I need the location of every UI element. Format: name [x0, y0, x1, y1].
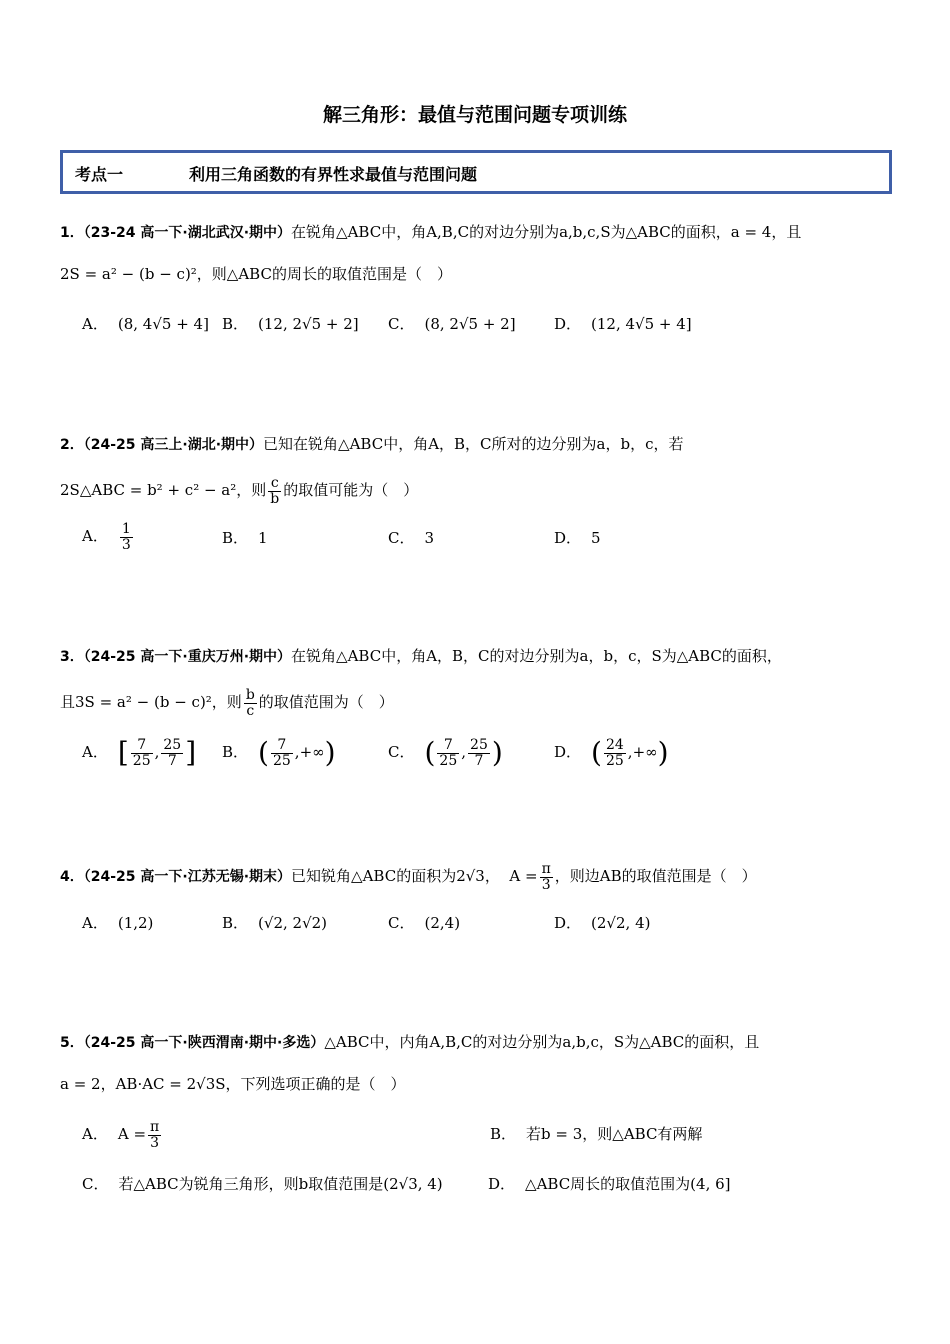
option-label: B． — [222, 743, 249, 762]
option-label: D． — [554, 529, 582, 547]
q5-text: △ABC中，内角A,B,C的对边分别为a,b,c，S为△ABC的面积，且 — [324, 1033, 760, 1051]
q3-option-c[interactable]: C． ( $\frac{7}{25}$ , $\frac{25}{7}$ ) — [388, 736, 503, 770]
q3-text-2b: 的取值范围为（ ） — [258, 693, 394, 712]
option-label: D． — [488, 1175, 516, 1193]
option-label: C． — [388, 914, 415, 932]
option-label: D． — [554, 315, 582, 333]
option-label: A． — [82, 315, 108, 333]
option-text: 5 — [591, 529, 601, 547]
option-text: 1 — [258, 529, 268, 547]
option-label: B． — [490, 1125, 517, 1143]
option-text: 若△ABC为锐角三角形，则b取值范围是(2√3, 4) — [118, 1175, 443, 1193]
option-label: B． — [222, 315, 249, 333]
option-text: (√2, 2√2) — [258, 914, 328, 932]
option-label: D． — [554, 914, 582, 932]
option-label: C． — [82, 1175, 109, 1193]
q4-text-b: A = — [509, 867, 538, 886]
q4-option-d[interactable] — [554, 913, 650, 933]
q3-option-d[interactable]: D． ( $\frac{24}{25}$ ,+∞) — [554, 736, 669, 770]
option-label: D． — [554, 743, 582, 762]
option-text: (12, 2√5 + 2] — [258, 315, 359, 333]
q2-line1 — [60, 434, 683, 455]
q3-line1 — [60, 646, 782, 667]
q2-text-2a: 2S△ABC = b² + c² − a²，则 — [60, 481, 267, 500]
option-label: C． — [388, 529, 415, 547]
q5-option-a[interactable] — [82, 1120, 163, 1150]
q2-text: 已知在锐角△ABC中，角A，B，C所对的边分别为a，b，c，若 — [263, 435, 684, 453]
q2-text-2b: 的取值可能为（ ） — [283, 481, 419, 500]
q1-text-2: 2S = a² − (b − c)²，则△ABC的周长的取值范围是（ ） — [60, 265, 452, 283]
q1-option-c[interactable] — [388, 314, 516, 334]
section-header — [60, 150, 892, 194]
q5-option-c[interactable] — [82, 1174, 443, 1194]
option-text: 3 — [424, 529, 435, 547]
option-label: C． — [388, 315, 415, 333]
page-title: 解三角形：最值与范围问题专项训练 — [322, 104, 627, 126]
q1-text: 在锐角△ABC中，角A,B,C的对边分别为a,b,c,S为△ABC的面积，a = 4，且 — [291, 223, 802, 241]
option-text: (2,4) — [424, 914, 461, 932]
q1-number: 1． — [60, 225, 84, 241]
option-text: △ABC周长的取值范围为(4, 6] — [525, 1175, 731, 1193]
q4-option-a[interactable] — [82, 913, 153, 933]
q1-option-d[interactable] — [554, 314, 692, 334]
q1-source: （23-24 高一下·湖北武汉·期中） — [83, 225, 292, 241]
q4-option-b[interactable] — [222, 913, 327, 933]
q4-text-c: ，则边AB的取值范围是（ ） — [554, 867, 757, 886]
option-label: A． — [82, 527, 108, 546]
option-text: 若b = 3，则△ABC有两解 — [526, 1125, 703, 1143]
q1-option-a[interactable] — [82, 314, 209, 334]
q2-option-c[interactable] — [388, 528, 434, 548]
q2-number: 2． — [60, 437, 84, 453]
q2-option-b[interactable] — [222, 528, 268, 548]
q5-line2 — [60, 1074, 406, 1094]
q2-option-a[interactable] — [82, 522, 135, 552]
q1-line1 — [60, 222, 801, 243]
option-text: (8, 4√5 + 4] — [117, 315, 209, 333]
q1-option-b[interactable] — [222, 314, 359, 334]
q5-line1 — [60, 1032, 759, 1053]
option-fraction: $\frac{\pi}{3}$ — [150, 1119, 160, 1151]
q2-option-d[interactable] — [554, 528, 601, 548]
section-label: 考点一 — [75, 165, 124, 184]
option-text: (2√2, 4) — [591, 914, 651, 932]
q4-number: 4． — [60, 869, 84, 886]
option-label: A． — [82, 1125, 108, 1144]
q5-source: （24-25 高一下·陕西渭南·期中·多选） — [83, 1035, 325, 1051]
q4-option-c[interactable] — [388, 913, 460, 933]
option-label: B． — [222, 914, 249, 932]
q5-option-b[interactable] — [490, 1124, 702, 1144]
q2-fraction: $\frac{c}{b}$ — [270, 475, 280, 507]
q5-text-2: a = 2，AB·AC = 2√3S，下列选项正确的是（ ） — [60, 1075, 406, 1093]
q4-line1 — [60, 862, 757, 892]
q3-text: 在锐角△ABC中，角A，B，C的对边分别为a，b，c，S为△ABC的面积， — [291, 647, 782, 665]
option-label: C． — [388, 743, 415, 762]
option-label: A． — [82, 914, 108, 932]
q4-fraction: $\frac{\pi}{3}$ — [541, 861, 551, 893]
q3-text-2a: 且3S = a² − (b − c)²，则 — [60, 693, 242, 712]
q5-option-d[interactable] — [488, 1174, 731, 1194]
q4-source: （24-25 高一下·江苏无锡·期末） — [83, 869, 292, 886]
q3-option-a[interactable]: A． [ $\frac{7}{25}$ , $\frac{25}{7}$ ] — [82, 736, 197, 770]
q3-option-b[interactable]: B． ( $\frac{7}{25}$ ,+∞) — [222, 736, 336, 770]
q3-fraction: $\frac{b}{c}$ — [245, 687, 255, 719]
option-text: (1,2) — [117, 914, 154, 932]
q2-line2 — [60, 476, 418, 506]
q1-line2 — [60, 264, 452, 284]
q3-source: （24-25 高一下·重庆万州·期中） — [83, 649, 292, 665]
section-text: 利用三角函数的有界性求最值与范围问题 — [189, 165, 478, 184]
q4-text-a: 已知锐角△ABC的面积为2√3， — [291, 867, 500, 886]
q5-number: 5． — [60, 1035, 84, 1051]
option-label: A． — [82, 743, 108, 762]
q2-source: （24-25 高三上·湖北·期中） — [83, 437, 264, 453]
option-text: (8, 2√5 + 2] — [424, 315, 516, 333]
option-label: B． — [222, 529, 249, 547]
option-text: (12, 4√5 + 4] — [591, 315, 692, 333]
q3-number: 3． — [60, 649, 84, 665]
option-fraction: $\frac{1}{3}$ — [121, 521, 131, 553]
q3-line2 — [60, 688, 394, 718]
option-text: A = — [117, 1125, 147, 1144]
